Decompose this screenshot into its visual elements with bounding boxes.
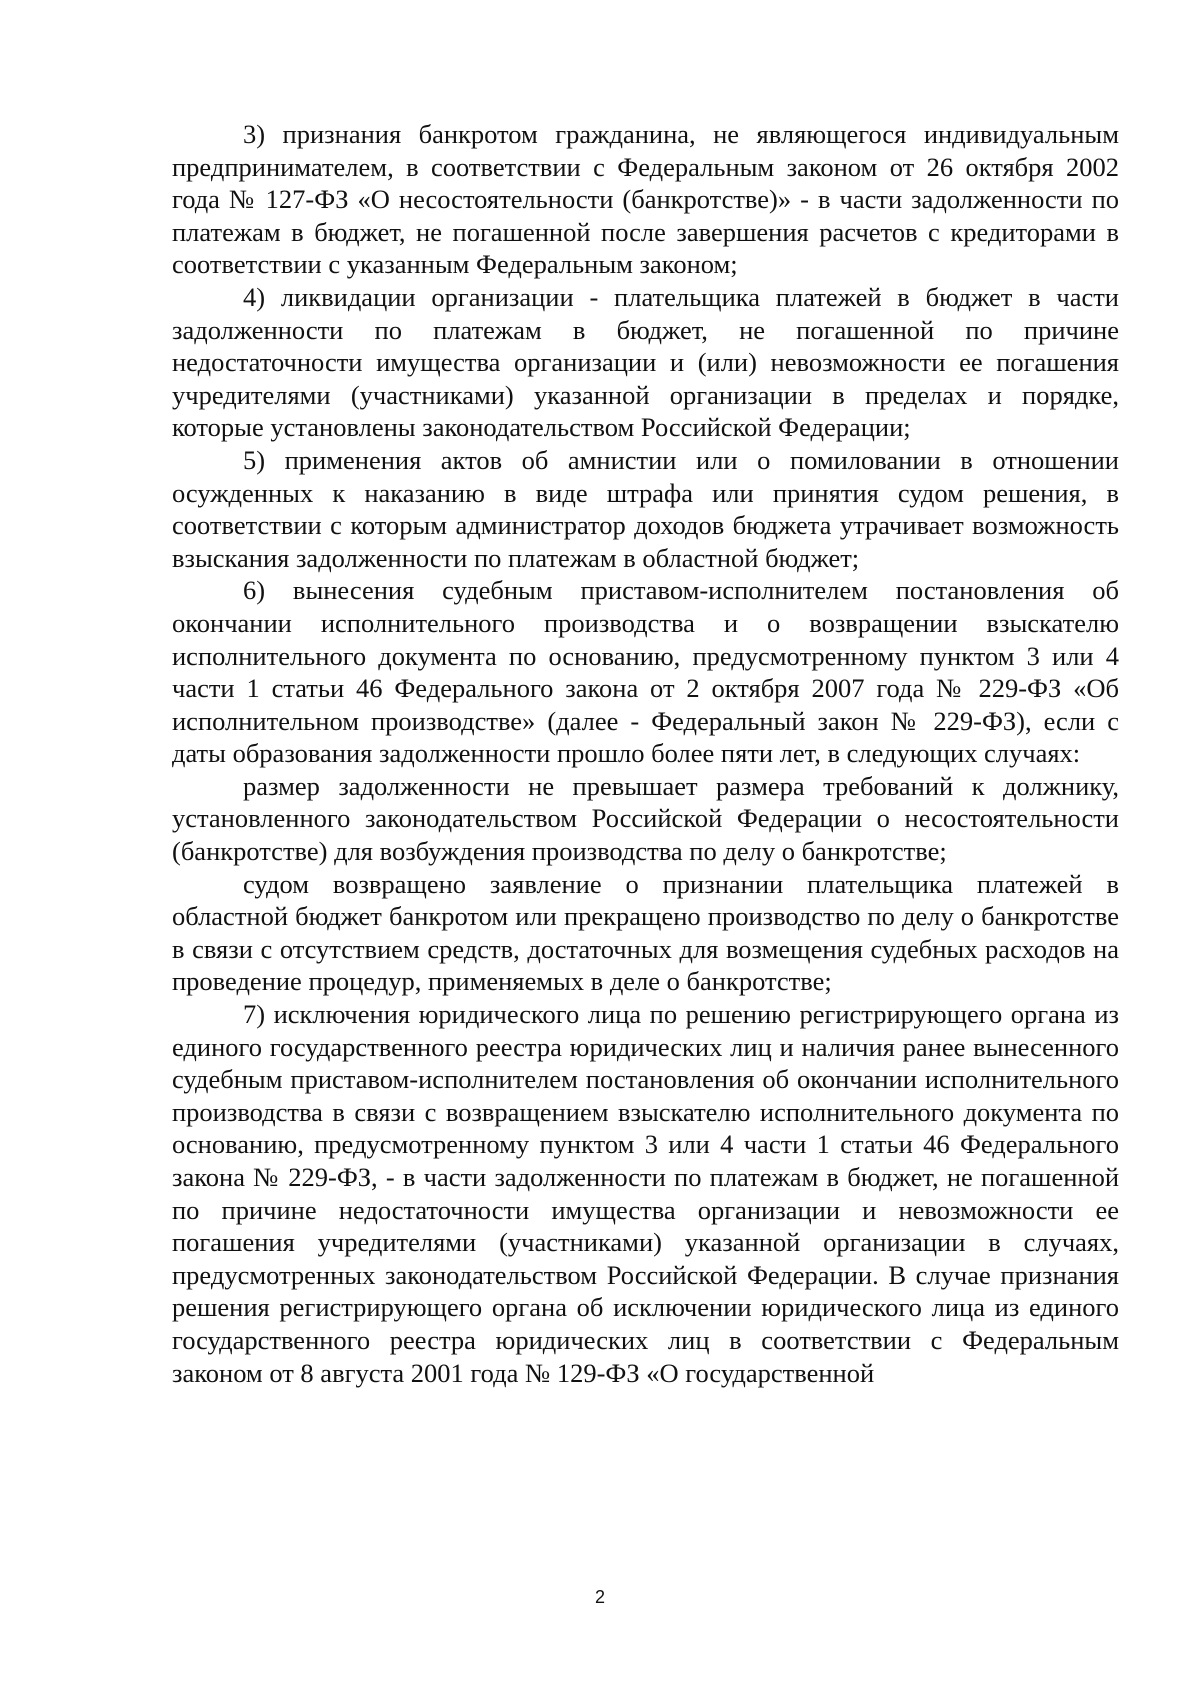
paragraph-item-5: 5) применения актов об амнистии или о помиловании в отношении осужденных к наказанию в виде штрафа или принятия судом решения, в соответствии с которым администратор доходов бюджета утрачивает возможность взыскания задолженности по платежам в областной бюджет; xyxy=(172,444,1119,573)
paragraph-subcase-court-returned: судом возвращено заявление о признании плательщика платежей в областной бюджет банкротом или прекращено производство по делу о банкротстве в связи с отсутствием средств, достаточных для возмещения судебных расходов на проведение процедур, применяемых в деле о банкротстве; xyxy=(172,868,1119,997)
page-number: 2 xyxy=(594,1587,605,1607)
paragraph-item-7: 7) исключения юридического лица по решению регистрирующего органа из единого государственного реестра юридических лиц и наличия ранее вынесенного судебным приставом-исполнителем постановления об окончании исполнительного производства в связи с возвращением взыскателю исполнительного документа по основанию, предусмотренному пунктом 3 или 4 части 1 статьи 46 Федерального закона № 229-ФЗ, - в части задолженности по платежам в бюджет, не погашенной по причине недостаточности имущества организации и невозможности ее погашения учредителями (участниками) указанной организации в случаях, предусмотренных законодательством Российской Федерации. В случае признания решения регистрирующего органа об исключении юридического лица из единого государственного реестра юридических лиц в соответствии с Федеральным законом от 8 августа 2001 года № 129-ФЗ «О государственной xyxy=(172,999,1119,1388)
paragraph-item-3: 3) признания банкротом гражданина, не являющегося индивидуальным предпринимателем, в соответствии с Федеральным законом от 26 октября 2002 года № 127-ФЗ «О несостоятельности (банкротстве)» - в части задолженности по платежам в бюджет, не погашенной после завершения расчетов с кредиторами в соответствии с указанным Федеральным законом; xyxy=(172,119,1119,280)
paragraph-item-6: 6) вынесения судебным приставом-исполнителем постановления об окончании исполнительного производства и о возвращении взыскателю исполнительного документа по основанию, предусмотренному пунктом 3 или 4 части 1 статьи 46 Федерального закона от 2 октября 2007 года № 229-ФЗ «Об исполнительном производстве» (далее - Федеральный закон № 229-ФЗ), если с даты образования задолженности прошло более пяти лет, в следующих случаях: xyxy=(172,575,1119,769)
document-body xyxy=(172,118,1119,1389)
paragraph-subcase-debt-size: размер задолженности не превышает размера требований к должнику, установленного законодательством Российской Федерации о несостоятельности (банкротстве) для возбуждения производства по делу о банкротстве; xyxy=(172,770,1119,867)
paragraph-item-4: 4) ликвидации организации - плательщика платежей в бюджет в части задолженности по платежам в бюджет, не погашенной по причине недостаточности имущества организации и (или) невозможности ее погашения учредителями (участниками) указанной организации в пределах и порядке, которые установлены законодательством Российской Федерации; xyxy=(172,281,1119,443)
